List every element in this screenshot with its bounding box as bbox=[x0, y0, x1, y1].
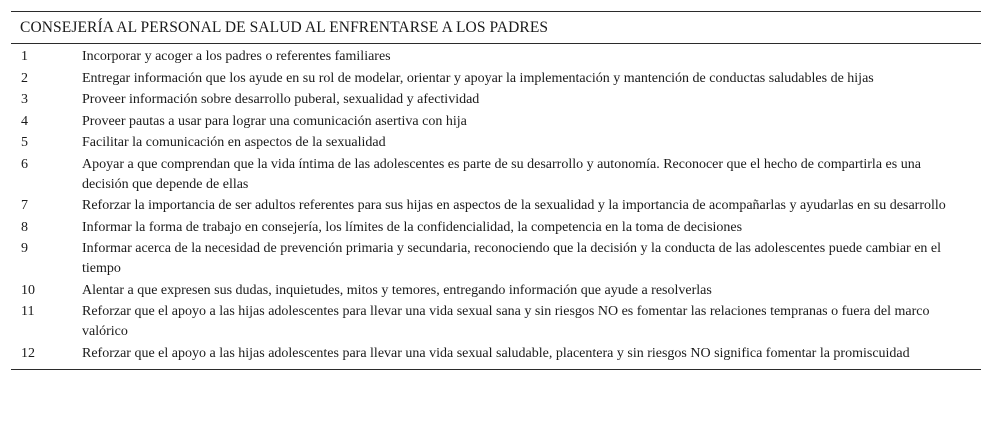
row-text: Apoyar a que comprendan que la vida íntima de las adolescentes es parte de su desarrollo y autonomía. Reconocer que el hecho de compartirla es una decisión que depende de ellas bbox=[82, 156, 921, 192]
row-number: 4 bbox=[21, 113, 28, 129]
table-row bbox=[11, 302, 981, 342]
table-row bbox=[11, 133, 981, 153]
counseling-table bbox=[11, 11, 981, 370]
row-number: 5 bbox=[21, 135, 28, 150]
row-number: 7 bbox=[21, 198, 28, 213]
row-number: 11 bbox=[21, 304, 35, 319]
table-row bbox=[11, 281, 981, 301]
table-row bbox=[11, 47, 981, 67]
row-number: 2 bbox=[21, 70, 28, 86]
row-number: 1 bbox=[21, 49, 28, 64]
row-text: Reforzar la importancia de ser adultos referentes para sus hijas en aspectos de la sexualidad y la importancia de acompañarlas y ayudarlas en su desarrollo bbox=[82, 198, 946, 213]
row-text: Reforzar que el apoyo a las hijas adolescentes para llevar una vida sexual sana y sin riesgos NO es fomentar las relaciones tempranas o fuera del marco valórico bbox=[82, 304, 930, 339]
table-row bbox=[11, 155, 981, 195]
table-row bbox=[11, 218, 981, 238]
row-text: Informar la forma de trabajo en consejería, los límites de la confidencialidad, la competencia en la toma de decisiones bbox=[82, 219, 743, 235]
row-text: Alentar a que expresen sus dudas, inquietudes, mitos y temores, entregando información que ayude a resolverlas bbox=[82, 282, 712, 298]
row-text: Proveer información sobre desarrollo puberal, sexualidad y afectividad bbox=[82, 92, 480, 107]
row-text: Incorporar y acoger a los padres o referentes familiares bbox=[82, 49, 391, 64]
table-row bbox=[11, 69, 981, 89]
row-text: Proveer pautas a usar para lograr una comunicación asertiva con hija bbox=[82, 113, 467, 129]
row-number: 9 bbox=[21, 241, 28, 256]
table-row bbox=[11, 344, 981, 364]
row-number: 10 bbox=[21, 282, 35, 298]
table-row bbox=[11, 239, 981, 279]
row-number: 6 bbox=[21, 156, 28, 172]
row-text: Informar acerca de la necesidad de prevención primaria y secundaria, reconociendo que la decisión y la conducta de las adolescentes puede cambiar en el tiempo bbox=[82, 241, 942, 276]
row-text: Reforzar que el apoyo a las hijas adolescentes para llevar una vida sexual saludable, placentera y sin riesgos NO significa fomentar la promiscuidad bbox=[82, 345, 910, 361]
row-number: 8 bbox=[21, 219, 28, 235]
row-number: 3 bbox=[21, 92, 28, 107]
table-title: CONSEJERÍA AL PERSONAL DE SALUD AL ENFRENTARSE A LOS PADRES bbox=[11, 12, 981, 44]
table-body bbox=[11, 44, 981, 369]
table-row bbox=[11, 112, 981, 132]
table-row bbox=[11, 90, 981, 110]
row-text: Facilitar la comunicación en aspectos de la sexualidad bbox=[82, 135, 386, 150]
row-number: 12 bbox=[21, 345, 35, 361]
row-text: Entregar información que los ayude en su rol de modelar, orientar y apoyar la implementación y mantención de conductas saludables de hijas bbox=[82, 70, 874, 86]
table-row bbox=[11, 196, 981, 216]
